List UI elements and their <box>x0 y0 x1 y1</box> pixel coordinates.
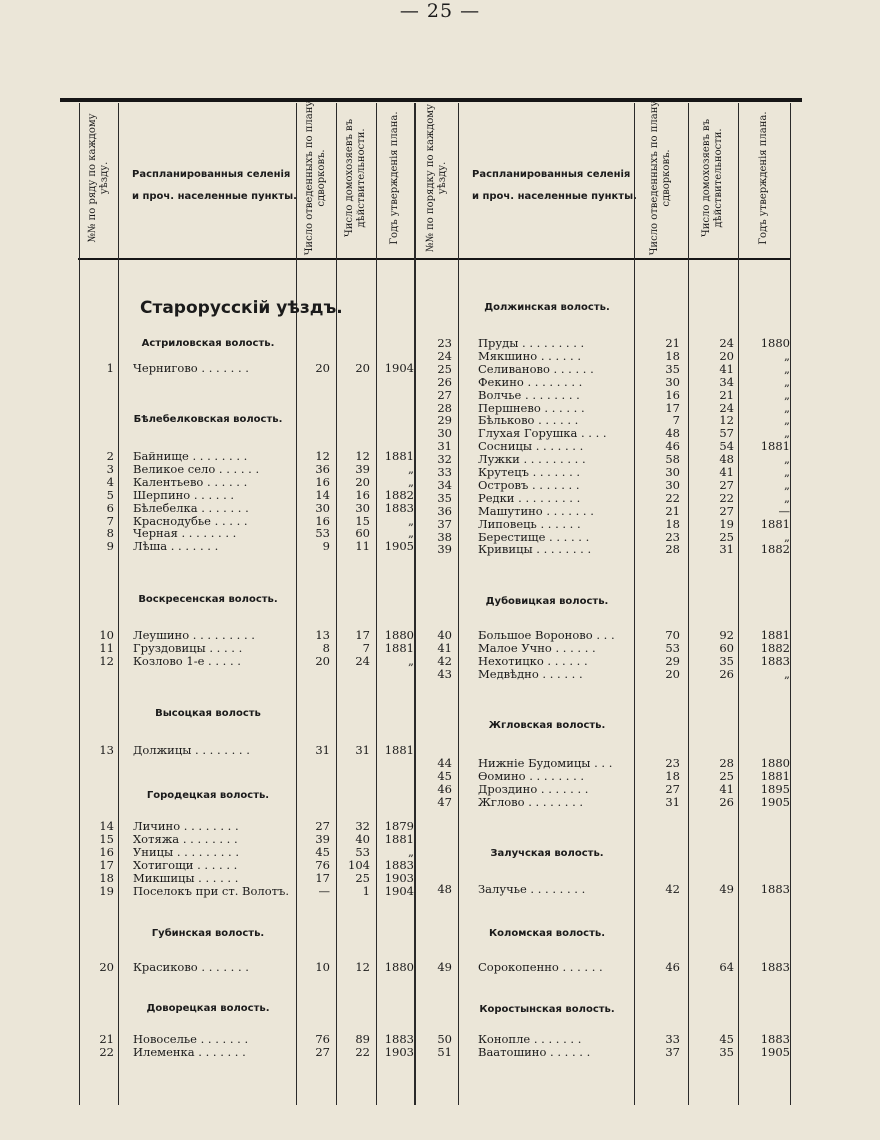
households-count: 39 <box>355 461 370 476</box>
approval-year: 1905 <box>384 539 414 554</box>
allotted-plots: 9 <box>322 539 330 554</box>
allotted-plots: 18 <box>665 516 680 531</box>
approval-year: 1882 <box>760 542 790 557</box>
allotted-plots: 58 <box>665 452 680 467</box>
page-number: — 25 — <box>399 0 481 22</box>
volost-heading: Губинская волость. <box>151 928 265 939</box>
row-number: 2 <box>106 449 114 463</box>
approval-year: 1905 <box>760 1044 790 1059</box>
row-number: 37 <box>437 516 452 531</box>
households-count: 26 <box>719 794 734 809</box>
allotted-plots: 23 <box>665 756 680 770</box>
volost-heading: Залучская волость. <box>490 848 604 859</box>
households-count: 24 <box>355 653 370 668</box>
allotted-plots: 30 <box>665 477 680 492</box>
approval-year: „ <box>784 413 790 428</box>
households-count: 45 <box>719 1032 734 1046</box>
row-number: 29 <box>437 413 452 428</box>
header-no-right: №№ по порядку по каждому уѣзду. <box>425 104 448 252</box>
households-count: 30 <box>355 500 370 515</box>
allotted-plots: 29 <box>665 653 680 668</box>
households-count: 54 <box>719 439 734 454</box>
allotted-plots: 14 <box>315 487 330 502</box>
households-count: 22 <box>719 490 734 505</box>
approval-year: „ <box>784 361 790 376</box>
approval-year: 1883 <box>760 882 790 896</box>
households-count: 41 <box>719 781 734 796</box>
row-number: 14 <box>99 819 114 833</box>
settlement-name: Дроздино . . . . . . . <box>478 782 589 796</box>
households-count: 24 <box>719 336 734 350</box>
volost-heading: Жгловская волость. <box>488 720 606 731</box>
row-number: 9 <box>106 539 114 554</box>
approval-year: 1880 <box>384 960 414 974</box>
row-number: 27 <box>437 387 452 402</box>
approval-year: „ <box>408 653 414 668</box>
households-count: 20 <box>719 348 734 363</box>
row-number: 43 <box>437 666 452 681</box>
households-count: 19 <box>719 516 734 531</box>
approval-year: 1883 <box>384 1032 414 1046</box>
approval-year: „ <box>784 348 790 363</box>
row-number: 3 <box>106 461 114 476</box>
allotted-plots: 37 <box>665 1044 680 1059</box>
settlement-name: Редки . . . . . . . . . <box>478 491 581 505</box>
approval-year: 1895 <box>760 781 790 796</box>
row-number: 25 <box>437 361 452 376</box>
header-year: Годъ утвержденія плана. <box>389 111 400 245</box>
row-number: 28 <box>437 400 452 415</box>
row-number: 21 <box>99 1032 114 1046</box>
households-count: 53 <box>355 844 370 859</box>
row-number: 36 <box>437 503 452 518</box>
allotted-plots: 31 <box>315 743 330 757</box>
approval-year: 1883 <box>760 1032 790 1046</box>
allotted-plots: 39 <box>315 831 330 846</box>
settlement-name: Мякшино . . . . . . <box>478 349 582 363</box>
settlement-name: Берестище . . . . . . <box>478 530 590 544</box>
settlement-name: Жглово . . . . . . . . <box>478 795 584 809</box>
allotted-plots: 76 <box>315 1032 330 1046</box>
row-number: 24 <box>437 348 452 363</box>
allotted-plots: 48 <box>665 426 680 441</box>
settlement-name: Красиково . . . . . . . <box>133 961 249 974</box>
approval-year: — <box>778 503 790 518</box>
approval-year: 1881 <box>384 743 414 757</box>
settlement-name: Шерпино . . . . . . <box>133 488 235 502</box>
allotted-plots: 17 <box>665 400 680 415</box>
approval-year: 1881 <box>760 768 790 783</box>
allotted-plots: 22 <box>665 490 680 505</box>
settlement-name: Илеменка . . . . . . . <box>133 1045 246 1059</box>
households-count: 28 <box>719 756 734 770</box>
settlement-name: Леушино . . . . . . . . . <box>133 629 255 642</box>
households-count: 40 <box>355 831 370 846</box>
column-rule <box>790 103 791 1105</box>
settlement-name: Ѳомино . . . . . . . . <box>478 769 585 783</box>
approval-year: 1903 <box>384 870 414 885</box>
settlement-name: Должицы . . . . . . . . <box>133 744 250 757</box>
approval-year: 1881 <box>760 516 790 531</box>
households-count: 21 <box>719 387 734 402</box>
settlement-name: Лужки . . . . . . . . . <box>478 453 586 467</box>
row-number: 39 <box>437 542 452 557</box>
approval-year: „ <box>784 387 790 402</box>
settlement-name: Волчье . . . . . . . . <box>478 388 580 402</box>
settlement-name: Першнево . . . . . . <box>478 401 585 415</box>
approval-year: „ <box>408 461 414 476</box>
settlement-name: Новоселье . . . . . . . <box>133 1033 249 1046</box>
settlement-name: Залучье . . . . . . . . <box>478 883 586 896</box>
settlement-name: Липовець . . . . . . <box>478 517 581 531</box>
approval-year: 1904 <box>384 361 414 375</box>
approval-year: „ <box>408 474 414 489</box>
volost-heading: Должинская волость. <box>484 302 610 313</box>
header-allotted: Число отведенныхъ по плану сдворковъ. <box>304 100 327 256</box>
households-count: 17 <box>355 628 370 642</box>
approval-year: „ <box>408 526 414 541</box>
households-count: 64 <box>719 960 734 974</box>
allotted-plots: 21 <box>665 336 680 350</box>
row-number: 18 <box>99 870 114 885</box>
settlement-name: Нехотицко . . . . . . <box>478 654 588 668</box>
settlement-name: Поселокъ при ст. Волотъ. <box>133 884 289 898</box>
volost-heading: Бѣлебелковская волость. <box>133 414 283 425</box>
allotted-plots: 21 <box>665 503 680 518</box>
row-number: 50 <box>437 1032 452 1046</box>
approval-year: „ <box>784 666 790 681</box>
households-count: 27 <box>719 503 734 518</box>
header-no: №№ по ряду по каждому уѣзду. <box>87 113 110 243</box>
households-count: 104 <box>348 857 370 872</box>
settlement-name: Крутецъ . . . . . . . <box>478 466 581 479</box>
row-number: 30 <box>437 426 452 441</box>
settlement-name: Малое Учно . . . . . . <box>478 641 596 655</box>
row-number: 44 <box>437 756 452 770</box>
column-rule <box>458 103 459 1105</box>
settlement-name: Сосницы . . . . . . . <box>478 440 584 454</box>
allotted-plots: 12 <box>315 449 330 463</box>
households-count: 12 <box>355 960 370 974</box>
row-number: 23 <box>437 336 452 350</box>
settlement-name: Калентьево . . . . . . <box>133 475 248 489</box>
volost-heading: Дубовицкая волость. <box>485 596 609 607</box>
households-count: 34 <box>719 374 734 389</box>
households-count: 24 <box>719 400 734 415</box>
households-count: 57 <box>719 426 734 441</box>
settlement-name: Кривицы . . . . . . . . <box>478 543 592 557</box>
approval-year: „ <box>408 513 414 528</box>
settlement-name: Груздовицы . . . . . <box>133 641 243 655</box>
volost-heading: Городецкая волость. <box>146 790 270 801</box>
households-count: 41 <box>719 361 734 376</box>
approval-year: 1883 <box>760 653 790 668</box>
settlement-name: Большое Вороново . . . <box>478 629 615 642</box>
settlement-name: Черная . . . . . . . . <box>133 527 237 541</box>
row-number: 11 <box>99 640 114 655</box>
row-number: 4 <box>106 474 114 489</box>
approval-year: 1881 <box>760 628 790 642</box>
header-rule <box>78 258 790 260</box>
header-households: Число домохозяевъ въ дѣйствительности. <box>344 118 367 238</box>
allotted-plots: 23 <box>665 529 680 544</box>
allotted-plots: 20 <box>315 653 330 668</box>
households-count: 7 <box>362 640 370 655</box>
approval-year: „ <box>784 465 790 479</box>
header-settlement-1: Распланированныя селенія <box>132 169 291 180</box>
allotted-plots: 31 <box>665 794 680 809</box>
approval-year: „ <box>784 400 790 415</box>
header-households-right: Число домохозяевъ въ дѣйствительности. <box>701 118 724 238</box>
households-count: 1 <box>362 883 370 898</box>
row-number: 15 <box>99 831 114 846</box>
allotted-plots: 46 <box>665 960 680 974</box>
households-count: 26 <box>719 666 734 681</box>
settlement-name: Бѣльково . . . . . . <box>478 414 579 428</box>
settlement-name: Черниговo . . . . . . . <box>133 362 249 375</box>
allotted-plots: 27 <box>665 781 680 796</box>
settlement-name: Нижніе Будомицы . . . <box>478 757 613 770</box>
allotted-plots: 16 <box>665 387 680 402</box>
allotted-plots: 17 <box>315 870 330 885</box>
allotted-plots: 33 <box>665 1032 680 1046</box>
settlement-name: Ваатошино . . . . . . <box>478 1045 591 1059</box>
settlement-name: Байнище . . . . . . . . <box>133 450 248 463</box>
volost-heading: Высоцкая волость <box>155 708 261 719</box>
row-number: 17 <box>99 857 114 872</box>
row-number: 6 <box>106 500 114 515</box>
row-number: 32 <box>437 452 452 467</box>
allotted-plots: 36 <box>315 461 330 476</box>
row-number: 26 <box>437 374 452 389</box>
volost-heading: Доворецкая волость. <box>146 1003 270 1014</box>
row-number: 10 <box>99 628 114 642</box>
households-count: 92 <box>719 628 734 642</box>
households-count: 11 <box>355 539 370 554</box>
households-count: 20 <box>355 361 370 375</box>
households-count: 20 <box>355 474 370 489</box>
allotted-plots: 30 <box>665 374 680 389</box>
row-number: 31 <box>437 439 452 454</box>
approval-year: 1883 <box>384 857 414 872</box>
settlement-name: Хотигощи . . . . . . <box>133 858 238 872</box>
approval-year: „ <box>784 490 790 505</box>
header-settlement-right-1: Распланированныя селенія <box>472 169 631 180</box>
households-count: 89 <box>355 1032 370 1046</box>
households-count: 60 <box>719 640 734 655</box>
approval-year: 1882 <box>760 640 790 655</box>
allotted-plots: — <box>318 883 330 898</box>
row-number: 38 <box>437 529 452 544</box>
settlement-name: Медвѣдно . . . . . . <box>478 667 583 681</box>
approval-year: 1883 <box>384 500 414 515</box>
allotted-plots: 8 <box>322 640 330 655</box>
settlement-name: Великое село . . . . . . <box>133 462 260 476</box>
uezd-title: Старорусскій уѣздъ. <box>140 298 343 318</box>
settlement-name: Пруды . . . . . . . . . <box>478 337 585 350</box>
households-count: 12 <box>355 449 370 463</box>
settlement-name: Бѣлебелка . . . . . . . <box>133 501 249 515</box>
settlement-name: Конопле . . . . . . . <box>478 1033 582 1046</box>
approval-year: 1880 <box>760 756 790 770</box>
row-number: 51 <box>437 1044 452 1059</box>
households-count: 60 <box>355 526 370 541</box>
allotted-plots: 42 <box>665 882 680 896</box>
approval-year: 1881 <box>760 439 790 454</box>
allotted-plots: 27 <box>315 1044 330 1059</box>
settlement-name: Островъ . . . . . . . <box>478 478 580 492</box>
row-number: 45 <box>437 768 452 783</box>
allotted-plots: 13 <box>315 628 330 642</box>
households-count: 27 <box>719 477 734 492</box>
approval-year: 1881 <box>384 449 414 463</box>
allotted-plots: 53 <box>665 640 680 655</box>
settlement-name: Глухая Горушка . . . . <box>478 427 607 441</box>
households-count: 41 <box>719 465 734 479</box>
settlement-name: Уницы . . . . . . . . . <box>133 845 239 859</box>
approval-year: „ <box>784 426 790 441</box>
allotted-plots: 70 <box>665 628 680 642</box>
row-number: 33 <box>437 465 452 479</box>
households-count: 22 <box>355 1044 370 1059</box>
allotted-plots: 18 <box>665 348 680 363</box>
approval-year: 1879 <box>384 819 414 833</box>
row-number: 34 <box>437 477 452 492</box>
row-number: 41 <box>437 640 452 655</box>
header-year-right: Годъ утвержденія плана. <box>758 111 769 245</box>
allotted-plots: 16 <box>315 513 330 528</box>
settlement-name: Машутино . . . . . . . <box>478 504 594 518</box>
row-number: 1 <box>106 361 114 375</box>
approval-year: 1880 <box>384 628 414 642</box>
row-number: 13 <box>99 743 114 757</box>
row-number: 7 <box>106 513 114 528</box>
row-number: 46 <box>437 781 452 796</box>
households-count: 35 <box>719 1044 734 1059</box>
approval-year: „ <box>784 529 790 544</box>
row-number: 47 <box>437 794 452 809</box>
allotted-plots: 7 <box>672 413 680 428</box>
allotted-plots: 30 <box>665 465 680 479</box>
allotted-plots: 20 <box>315 361 330 375</box>
approval-year: 1903 <box>384 1044 414 1059</box>
allotted-plots: 28 <box>665 542 680 557</box>
approval-year: 1881 <box>384 640 414 655</box>
approval-year: 1904 <box>384 883 414 898</box>
row-number: 12 <box>99 653 114 668</box>
approval-year: 1881 <box>384 831 414 846</box>
approval-year: „ <box>408 844 414 859</box>
households-count: 16 <box>355 487 370 502</box>
households-count: 25 <box>719 529 734 544</box>
allotted-plots: 18 <box>665 768 680 783</box>
allotted-plots: 27 <box>315 819 330 833</box>
approval-year: „ <box>784 477 790 492</box>
row-number: 40 <box>437 628 452 642</box>
approval-year: 1880 <box>760 336 790 350</box>
approval-year: 1883 <box>760 960 790 974</box>
households-count: 49 <box>719 882 734 896</box>
households-count: 31 <box>355 743 370 757</box>
header-settlement-2: и проч. населенные пункты. <box>132 191 297 202</box>
row-number: 22 <box>99 1044 114 1059</box>
allotted-plots: 45 <box>315 844 330 859</box>
allotted-plots: 20 <box>665 666 680 681</box>
households-count: 25 <box>355 870 370 885</box>
row-number: 20 <box>99 960 114 974</box>
volost-heading: Астриловская волость. <box>141 338 275 349</box>
row-number: 49 <box>437 960 452 974</box>
row-number: 35 <box>437 490 452 505</box>
allotted-plots: 10 <box>315 960 330 974</box>
header-allotted-right: Число отведенныхъ по плану сдворковъ. <box>649 100 672 256</box>
settlement-name: Сорокопенно . . . . . . <box>478 961 603 974</box>
settlement-name: Личино . . . . . . . . <box>133 820 239 833</box>
volost-heading: Коломская волость. <box>488 928 605 939</box>
allotted-plots: 53 <box>315 526 330 541</box>
settlement-name: Лѣша . . . . . . . <box>133 540 219 554</box>
row-number: 16 <box>99 844 114 859</box>
allotted-plots: 16 <box>315 474 330 489</box>
row-number: 8 <box>106 526 114 541</box>
households-count: 12 <box>719 413 734 428</box>
households-count: 15 <box>355 513 370 528</box>
allotted-plots: 35 <box>665 361 680 376</box>
volost-heading: Коростынская волость. <box>479 1004 615 1015</box>
settlement-name: Фекино . . . . . . . . <box>478 375 583 389</box>
approval-year: 1882 <box>384 487 414 502</box>
households-count: 48 <box>719 452 734 467</box>
settlement-name: Микшицы . . . . . . <box>133 871 239 885</box>
settlement-name: Козлово 1-е . . . . . <box>133 654 241 668</box>
row-number: 48 <box>437 882 452 896</box>
approval-year: „ <box>784 374 790 389</box>
settlement-name: Краснодубье . . . . . <box>133 514 248 528</box>
header-settlement-right-2: и проч. населенные пункты. <box>472 191 637 202</box>
row-number: 42 <box>437 653 452 668</box>
allotted-plots: 30 <box>315 500 330 515</box>
row-number: 5 <box>106 487 114 502</box>
approval-year: 1905 <box>760 794 790 809</box>
households-count: 32 <box>355 819 370 833</box>
households-count: 25 <box>719 768 734 783</box>
approval-year: „ <box>784 452 790 467</box>
volost-heading: Воскресенская волость. <box>138 594 278 605</box>
households-count: 31 <box>719 542 734 557</box>
allotted-plots: 76 <box>315 857 330 872</box>
allotted-plots: 46 <box>665 439 680 454</box>
settlement-name: Хотяжа . . . . . . . . <box>133 832 238 846</box>
settlement-name: Селиваново . . . . . . <box>478 362 594 376</box>
households-count: 35 <box>719 653 734 668</box>
row-number: 19 <box>99 883 114 898</box>
